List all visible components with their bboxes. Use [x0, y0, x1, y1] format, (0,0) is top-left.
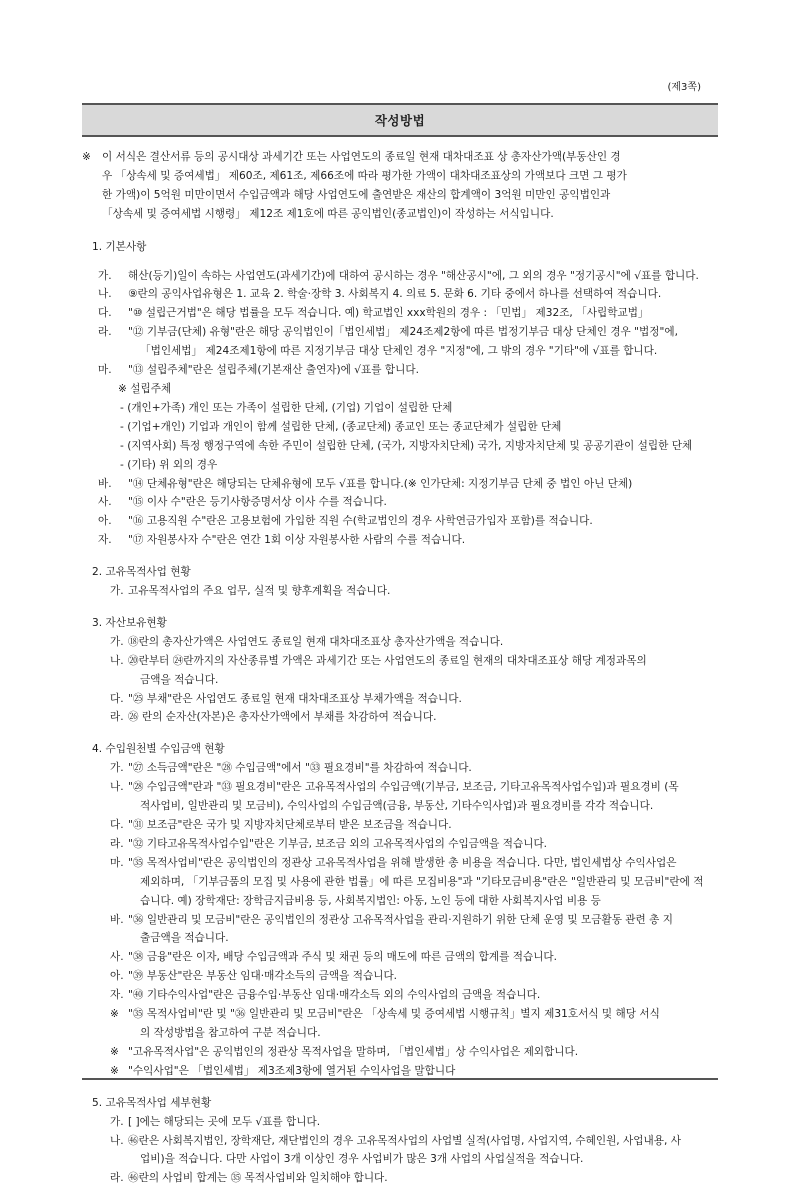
item-text: "⑰ 자원봉사자 수"란은 연간 1회 이상 자원봉사한 사람의 수를 적습니다. [128, 534, 466, 547]
document-title-bar [82, 103, 718, 137]
intro-line: 이 서식은 결산서류 등의 공시대상 과세기간 또는 사업연도의 종료일 현재 대차대조표 상 총자산가액(부동산인 경 [102, 151, 621, 163]
item-marker: 나. [110, 1134, 124, 1147]
item-text: ⑱란의 총자산가액은 사업연도 종료일 현재 대차대조표상 총자산가액을 적습니다. [128, 635, 504, 648]
item-marker: 사. [98, 496, 112, 509]
item-text: "㊳ 금융"란은 이자, 배당 수입금액과 주식 및 채권 등의 매도에 따른 금액의 합계를 적습니다. [128, 951, 558, 964]
section-heading: 5. 고유목적사업 세부현황 [92, 1096, 212, 1109]
item-text: "㉟ 목적사업비"란은 공익법인의 정관상 고유목적사업을 위해 발생한 총 비용을 적습니다. 다만, 법인세법상 수익사업은 [128, 856, 677, 869]
item-marker: 자. [110, 989, 124, 1002]
item-continuation: 「법인세법」 제24조제1항에 따른 지정기부금 대상 단체인 경우 "지정"에, 그 밖의 경우 "기타"에 √표를 합니다. [140, 345, 658, 358]
item-text: "㊱ 일반관리 및 모금비"란은 공익법인의 정관상 고유목적사업을 관리·지원하기 위한 단체 운영 및 모금활동 관련 총 지 [128, 913, 673, 926]
instruction-item [82, 512, 718, 531]
instruction-item [82, 835, 718, 854]
sub-item: - (지역사회) 특정 행정구역에 속한 주민이 설립한 단체, (국가, 지방자치단체) 국가, 지방자치단체 및 공공기관이 설립한 단체 [120, 439, 693, 452]
instruction-item [82, 854, 718, 873]
sub-item: - (개인+가족) 개인 또는 가족이 설립한 단체, (기업) 기업이 설립한 단체 [120, 401, 453, 414]
instruction-item [82, 967, 718, 986]
intro-line: 「상속세 및 증여세법 시행령」 제12조 제1호에 따른 공익법인(종교법인)이 작성하는 서식입니다. [102, 207, 554, 220]
item-text: "⑮ 이사 수"란은 등기사항증명서상 이사 수를 적습니다. [128, 496, 387, 509]
document-title: 작성방법 [374, 113, 426, 128]
sub-item: - (기업+개인) 기업과 개인이 함께 설립한 단체, (종교단체) 종교인 또는 종교단체가 설립한 단체 [120, 420, 562, 433]
item-text: "㊴ 부동산"란은 부동산 임대·매각소득의 금액을 적습니다. [128, 970, 398, 983]
item-text: "수익사업"은 「법인세법」 제3조제3항에 열거된 수익사업을 말합니다 [128, 1064, 456, 1077]
instruction-item [82, 708, 718, 727]
item-text: ㉖ 란의 순자산(자본)은 총자산가액에서 부채를 차감하여 적습니다. [128, 711, 437, 724]
item-text: ⑳란부터 ㉔란까지의 자산종류별 가액은 과세기간 또는 사업연도의 종료일 현재의 대차대조표상 해당 계정과목의 [128, 654, 647, 667]
item-marker: ※ [110, 1064, 119, 1077]
intro-note [82, 148, 718, 224]
instruction-item [82, 690, 718, 709]
instruction-item [82, 948, 718, 967]
page-number: (제3쪽) [667, 82, 701, 93]
instruction-item [82, 816, 718, 835]
item-text: "㉛ 보조금"란은 국가 및 지방자치단체로부터 받은 보조금을 적습니다. [128, 819, 452, 831]
instruction-item [82, 1043, 718, 1062]
instruction-item [82, 531, 718, 550]
item-marker: 가. [110, 1115, 124, 1128]
instruction-item [82, 304, 718, 323]
item-marker: 라. [110, 837, 124, 850]
item-marker: 다. [98, 307, 112, 320]
instruction-item [82, 1005, 718, 1024]
instruction-item [82, 1113, 718, 1132]
item-text: "㊵ 기타수익사업"란은 금융수입·부동산 임대·매각소득 외의 수익사업의 금액을 적습니다. [128, 989, 541, 1002]
item-marker: 아. [98, 515, 112, 528]
item-text: "⑩ 설립근거법"은 해당 법률을 모두 적습니다. 예) 학교법인 xxx학원의 경우 : 「민법」 제32조, 「사립학교법」 [128, 307, 649, 320]
section-spacer [82, 257, 718, 267]
item-marker: 가. [110, 762, 124, 775]
item-marker: 라. [98, 326, 112, 339]
item-continuation: 의 작성방법을 참고하여 구분 적습니다. [140, 1026, 321, 1039]
item-text: "㉕ 부채"란은 사업연도 종료일 현재 대차대조표상 부채가액을 적습니다. [128, 692, 462, 705]
item-marker: 다. [110, 819, 124, 831]
item-text: 고유목적사업의 주요 업무, 실적 및 향후계획을 적습니다. [128, 585, 391, 598]
item-continuation: 업비)을 적습니다. 다만 사업이 3개 이상인 경우 사업비가 많은 3개 사업의 사업실적을 적습니다. [140, 1153, 584, 1166]
item-marker: 가. [110, 585, 124, 598]
section-heading: 4. 수입원천별 수입금액 현황 [92, 743, 225, 756]
item-marker: 라. [110, 1172, 124, 1185]
item-text: 해산(등기)일이 속하는 사업연도(과세기간)에 대하여 공시하는 경우 "해산공시"에, 그 외의 경우 "정기공시"에 √표를 합니다. [128, 269, 699, 282]
item-text: "㉘ 수입금액"란과 "㉝ 필요경비"란은 고유목적사업의 수입금액(기부금, 보조금, 기타고유목적사업수입)과 필요경비 (목 [128, 781, 679, 794]
item-text: "㉜ 기타고유목적사업수입"란은 기부금, 보조금 외의 고유목적사업의 수입금액을 적습니다. [128, 837, 548, 850]
item-text: "⑯ 고용직원 수"란은 고용보험에 가입한 직원 수(학교법인의 경우 사학연금가입자 포함)를 적습니다. [128, 515, 593, 528]
instruction-item [82, 652, 718, 671]
instruction-item [82, 1169, 718, 1188]
item-continuation: 금액을 적습니다. [140, 673, 219, 686]
item-marker: 아. [110, 970, 124, 983]
item-marker: 바. [98, 477, 112, 490]
instruction-item [82, 633, 718, 652]
instruction-item [82, 911, 718, 930]
intro-line: 한 가액)이 5억원 미만이면서 수입금액과 해당 사업연도에 출연받은 재산의 합계액이 3억원 미만인 공익법인과 [102, 188, 611, 201]
instruction-item [82, 759, 718, 778]
item-continuation: 적사업비, 일반관리 및 모금비), 수익사업의 수입금액(금융, 부동산, 기타수익사업)과 필요경비를 각각 적습니다. [140, 800, 654, 813]
item-text: ㊻란은 사회복지법인, 장학재단, 재단법인의 경우 고유목적사업의 사업별 실적(사업명, 사업지역, 수혜인원, 사업내용, 사 [128, 1134, 681, 1147]
section-heading: 2. 고유목적사업 현황 [92, 566, 191, 579]
section-heading: 1. 기본사항 [92, 240, 147, 253]
intro-note-marker: ※ [82, 151, 91, 163]
item-marker: 사. [110, 951, 124, 964]
instruction-item [82, 778, 718, 797]
item-marker: ※ [110, 1008, 119, 1021]
item-marker: ※ [110, 1045, 119, 1058]
item-text: ⑨란의 공익사업유형은 1. 교육 2. 학술·장학 3. 사회복지 4. 의료 5. 문화 6. 기타 중에서 하나를 선택하여 적습니다. [128, 288, 662, 301]
instruction-item [82, 475, 718, 494]
instruction-item [82, 1132, 718, 1151]
instruction-item [82, 986, 718, 1005]
instruction-item [82, 582, 718, 601]
instruction-item [82, 267, 718, 286]
intro-line: 우 「상속세 및 증여세법」 제60조, 제61조, 제66조에 따라 평가한 가액이 대차대조표상의 가액보다 크면 그 평가 [102, 169, 627, 182]
item-marker: 나. [110, 781, 124, 794]
item-text: ㊻란의 사업비 합계는 ㉟ 목적사업비와 일치해야 합니다. [128, 1172, 388, 1185]
item-text: "⑭ 단체유형"란은 해당되는 단체유형에 모두 √표를 합니다.(※ 인가단체: 지정기부금 단체 중 법인 아닌 단체) [128, 477, 633, 490]
item-text: "고유목적사업"은 공익법인의 정관상 목적사업을 말하며, 「법인세법」상 수익사업은 제외합니다. [128, 1045, 579, 1058]
item-continuation: 제외하며, 「기부금품의 모집 및 사용에 관한 법률」에 따른 모집비용"과 "기타모금비용"란은 "일반관리 및 모금비"란에 적 [140, 875, 704, 888]
item-marker: 바. [110, 913, 124, 926]
item-marker: 다. [110, 692, 124, 705]
item-marker: 나. [110, 654, 124, 667]
instruction-item [82, 493, 718, 512]
instruction-item [82, 323, 718, 342]
item-marker: 자. [98, 534, 112, 547]
item-text: "⑬ 설립주체"란은 설립주체(기본재산 출연자)에 √표를 합니다. [128, 364, 419, 377]
sub-item: - (기타) 위 외의 경우 [120, 458, 218, 471]
item-text: "⑫ 기부금(단체) 유형"란은 해당 공익법인이「법인세법」 제24조제2항에 따른 법정기부금 대상 단체인 경우 "법정"에, [128, 326, 678, 339]
item-marker: 라. [110, 711, 124, 724]
instruction-item [82, 285, 718, 304]
item-marker: 가. [98, 269, 112, 282]
sub-item: ※ 설립주체 [118, 382, 172, 395]
item-text: "㉗ 소득금액"란은 "㉘ 수입금액"에서 "㉝ 필요경비"를 차감하여 적습니다. [128, 762, 472, 775]
item-marker: 마. [98, 364, 112, 377]
item-marker: 나. [98, 288, 112, 301]
item-text: [ ]에는 해당되는 곳에 모두 √표를 합니다. [128, 1115, 321, 1128]
item-marker: 가. [110, 635, 124, 648]
item-marker: 마. [110, 856, 124, 869]
instructions-body [82, 148, 718, 1188]
item-continuation: 출금액을 적습니다. [140, 932, 229, 945]
bottom-rule [82, 1078, 718, 1080]
item-continuation: 습니다. 예) 장학재단: 장학금지급비용 등, 사회복지법인: 아동, 노인 등에 대한 사회복지사업 비용 등 [140, 894, 601, 907]
section-heading: 3. 자산보유현황 [92, 616, 167, 629]
item-text: "㉟ 목적사업비"란 및 "㊱ 일반관리 및 모금비"란은 「상속세 및 증여세법 시행규칙」별지 제31호서식 및 해당 서식 [128, 1008, 660, 1021]
instruction-item [82, 361, 718, 380]
